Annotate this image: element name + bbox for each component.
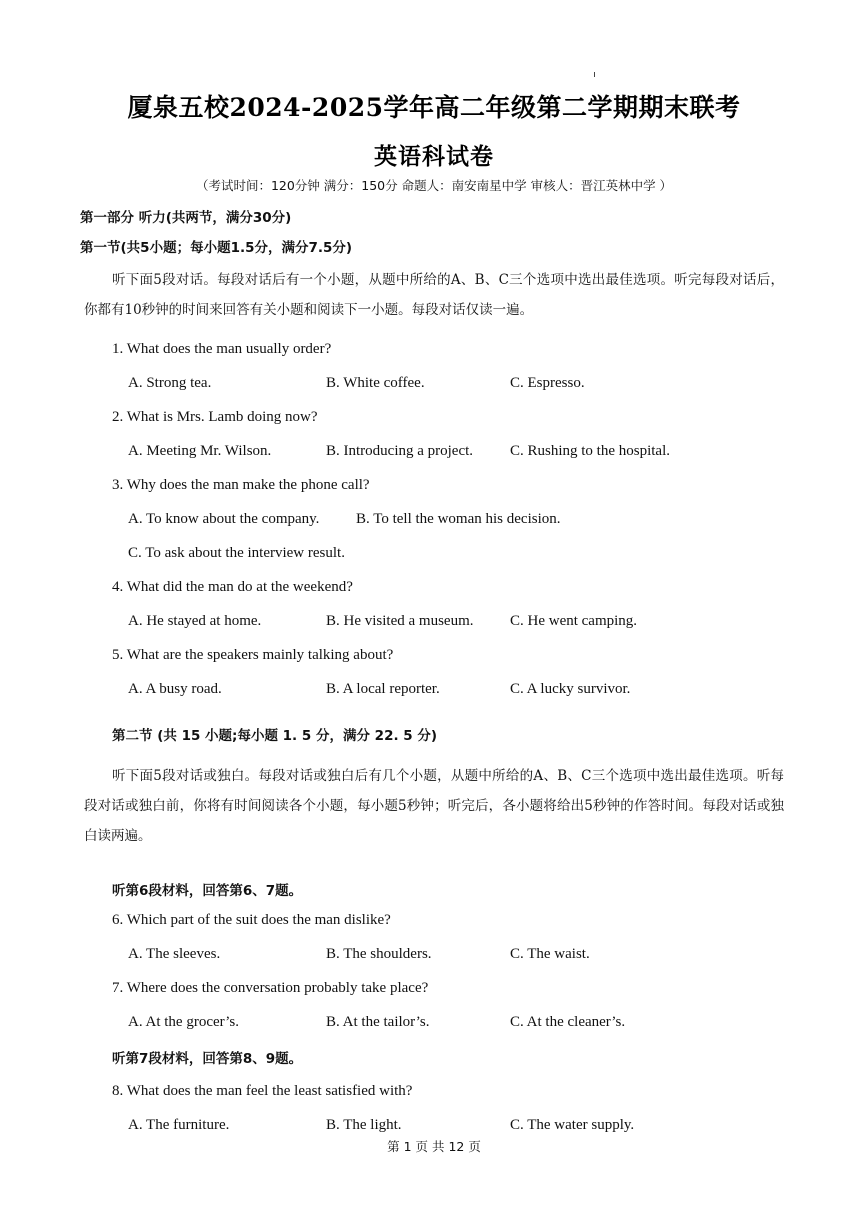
exam-subtitle: 英语科试卷 [374, 143, 494, 170]
group-heading: 听第6段材料，回答第6、7题。 [112, 883, 303, 899]
group-heading: 听第7段材料，回答第8、9题。 [112, 1051, 303, 1067]
option-c: C. To ask about the interview result. [128, 545, 345, 561]
option-b: B. A local reporter. [326, 681, 440, 697]
option-c: C. He went camping. [510, 613, 638, 629]
part1-heading: 第一部分 听力(共两节，满分30分) [80, 210, 292, 226]
option-c: C. The waist. [510, 946, 590, 962]
option-c: C. The water supply. [510, 1117, 635, 1133]
section2-instructions: 听下面5段对话或独白。每段对话或独白后有几个小题，从题中所给的A、B、C三个选项中选出最佳选项。听每段对话或独白前，你将有时间阅读各个小题，每小题5秒钟；听完后，各小题将给出5秒钟的作答时间。每段对话或独白读两遍。 [84, 768, 784, 844]
section1-heading: 第一节(共5小题；每小题1.5分，满分7.5分) [80, 240, 353, 256]
question-text: 1. What does the man usually order? [112, 341, 332, 357]
question-text: 4. What did the man do at the weekend? [112, 579, 353, 595]
option-a: A. He stayed at home. [128, 613, 262, 629]
option-a: A. Meeting Mr. Wilson. [128, 443, 272, 459]
option-b: B. At the tailor’s. [326, 1014, 430, 1030]
page-footer: 第 1 页 共 12 页 [387, 1139, 481, 1154]
option-b: B. To tell the woman his decision. [356, 511, 561, 527]
option-a: A. To know about the company. [128, 511, 320, 527]
question-text: 3. Why does the man make the phone call? [112, 477, 370, 493]
question-text: 6. Which part of the suit does the man dislike? [112, 912, 391, 928]
option-c: C. Rushing to the hospital. [510, 443, 671, 459]
section1-instructions: 听下面5段对话。每段对话后有一个小题，从题中所给的A、B、C三个选项中选出最佳选项。听完每段对话后，你都有10秒钟的时间来回答有关小题和阅读下一小题。每段对话仅读一遍。 [84, 272, 784, 318]
option-b: B. Introducing a project. [326, 443, 474, 459]
option-a: A. The furniture. [128, 1117, 230, 1133]
option-c: C. A lucky survivor. [510, 681, 631, 697]
option-a: A. At the grocer’s. [128, 1014, 239, 1030]
question-text: 5. What are the speakers mainly talking about? [112, 647, 394, 663]
section2-heading: 第二节 (共 15 小题;每小题 1. 5 分，满分 22. 5 分) [112, 728, 438, 744]
option-b: B. The light. [326, 1117, 402, 1133]
option-b: B. The shoulders. [326, 946, 432, 962]
option-a: A. The sleeves. [128, 946, 221, 962]
option-b: B. He visited a museum. [326, 613, 474, 629]
question-text: 7. Where does the conversation probably take place? [112, 980, 429, 996]
option-c: C. Espresso. [510, 375, 585, 391]
option-b: B. White coffee. [326, 375, 425, 391]
exam-info: （考试时间：120分钟 满分：150分 命题人：南安南星中学 审核人：晋江英林中学 ） [195, 178, 673, 193]
question-text: 8. What does the man feel the least satisfied with? [112, 1083, 413, 1099]
scan-mark [594, 72, 595, 77]
question-text: 2. What is Mrs. Lamb doing now? [112, 409, 318, 425]
option-a: A. A busy road. [128, 681, 222, 697]
exam-title: 厦泉五校2024-2025学年高二年级第二学期期末联考 [127, 93, 741, 122]
option-c: C. At the cleaner’s. [510, 1014, 626, 1030]
option-a: A. Strong tea. [128, 375, 212, 391]
